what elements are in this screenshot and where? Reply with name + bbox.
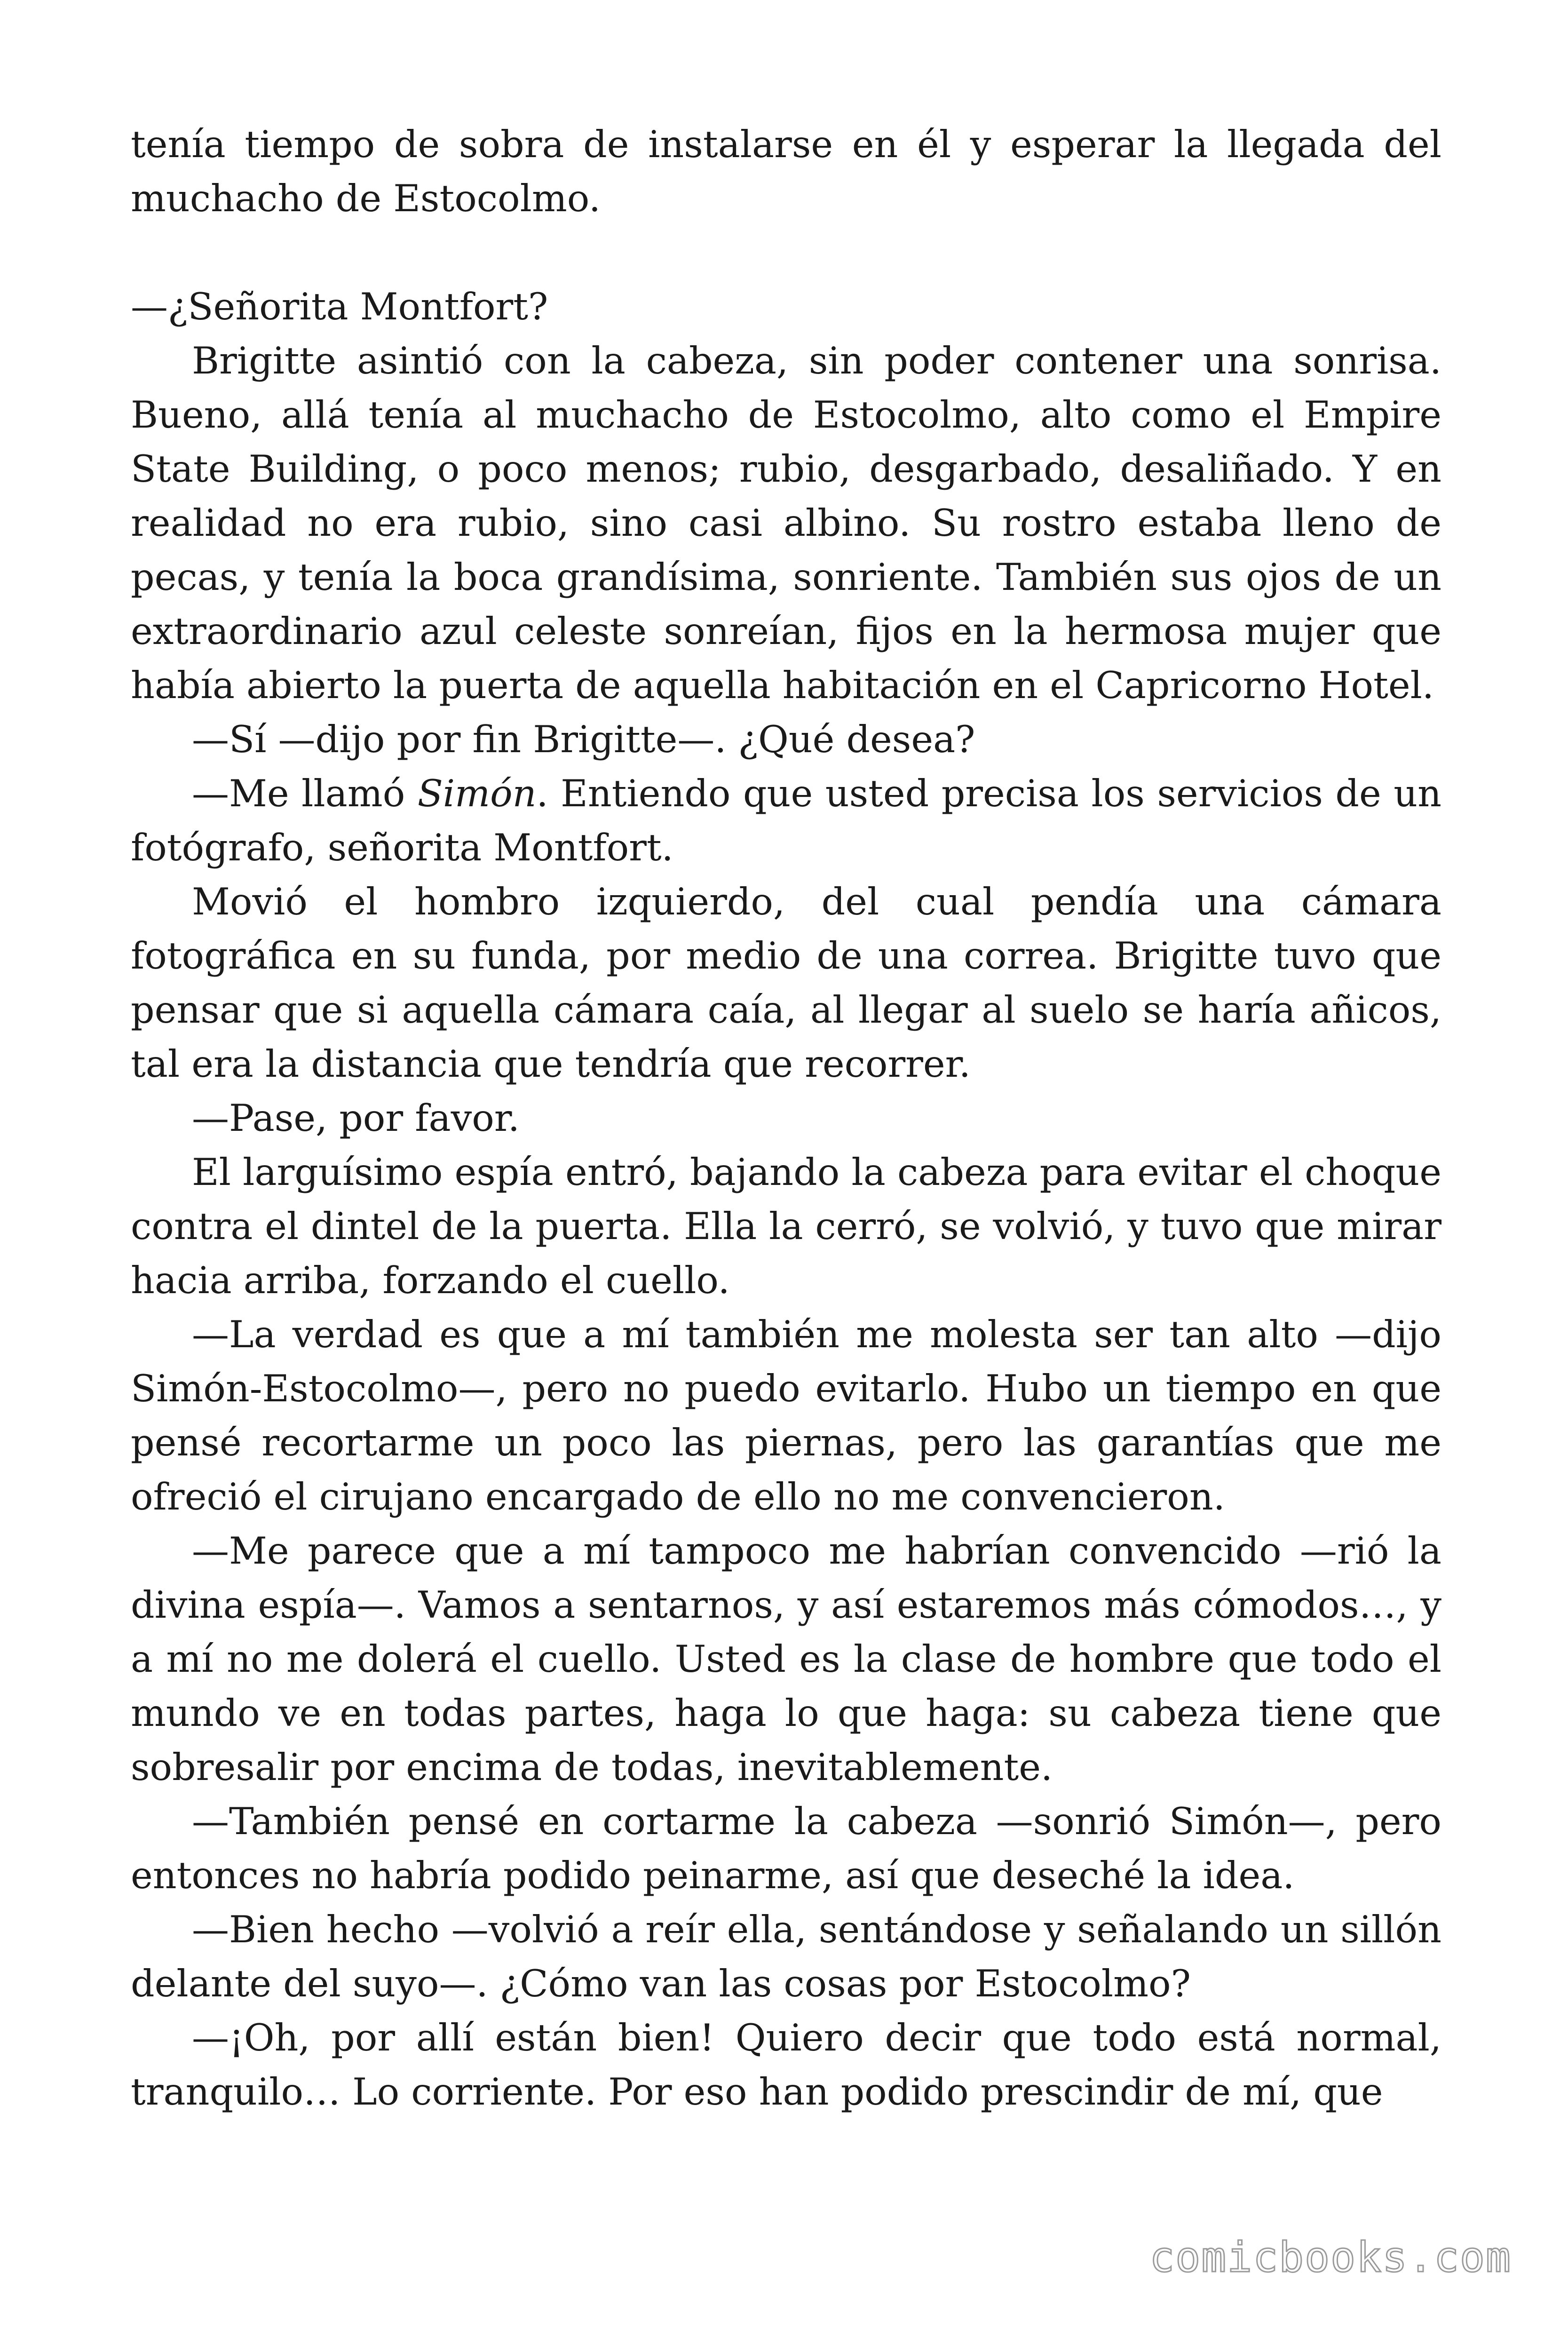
- paragraph-text: . Entiendo que usted precisa los servicios de un fotógrafo, señorita Montfort.: [131, 772, 1441, 869]
- paragraph-continuation: tenía tiempo de sobra de instalarse en él y esperar la llegada del muchacho de Estocolmo.: [131, 123, 1441, 220]
- paragraph-text: —Me llamó: [192, 772, 418, 815]
- paragraph-dialogue: —También pensé en cortarme la cabeza —sonrió Simón—, pero entonces no habría podido peinarme, así que deseché la idea.: [131, 1800, 1441, 1897]
- watermark-logo: comicbooks.com: [1149, 2233, 1512, 2281]
- paragraph: Movió el hombro izquierdo, del cual pendía una cámara fotográfica en su funda, por medio de una correa. Brigitte tuvo que pensar que si aquella cámara caía, al llegar al suelo se haría añicos, tal era la distancia que tendría que recorrer.: [131, 880, 1441, 1086]
- paragraph-dialogue: —Bien hecho —volvió a reír ella, sentándose y señalando un sillón delante del suyo—. ¿Cómo van las cosas por Estocolmo?: [131, 1908, 1441, 2005]
- body-text: [131, 118, 1441, 2119]
- paragraph-dialogue: —La verdad es que a mí también me molesta ser tan alto —dijo Simón-Estocolmo—, pero no puedo evitarlo. Hubo un tiempo en que pensé recortarme un poco las piernas, pero las garantías que me ofreció el cirujano encargado de ello no me convencieron.: [131, 1313, 1441, 1518]
- paragraph: El larguísimo espía entró, bajando la cabeza para evitar el choque contra el dintel de la puerta. Ella la cerró, se volvió, y tuvo que mirar hacia arriba, forzando el cuello.: [131, 1151, 1441, 1302]
- paragraph-dialogue: —Sí —dijo por fin Brigitte—. ¿Qué desea?: [192, 718, 975, 761]
- paragraph-dialogue: [131, 767, 1441, 875]
- paragraph-dialogue: —Me parece que a mí tampoco me habrían convencido —rió la divina espía—. Vamos a sentarnos, y así estaremos más cómodos…, y a mí no me dolerá el cuello. Usted es la clase de hombre que todo el mundo ve en todas partes, haga lo que haga: su cabeza tiene que sobresalir por encima de todas, inevitablemente.: [131, 1529, 1441, 1789]
- paragraph-dialogue: —Pase, por favor.: [192, 1097, 520, 1140]
- paragraph-dialogue: —¡Oh, por allí están bien! Quiero decir que todo está normal, tranquilo… Lo corriente. Por eso han podido prescindir de mí, que: [131, 2016, 1441, 2114]
- italic-name: Simón: [417, 772, 537, 815]
- paragraph-dialogue: —¿Señorita Montfort?: [131, 285, 548, 328]
- paragraph: Brigitte asintió con la cabeza, sin poder contener una sonrisa. Bueno, allá tenía al muchacho de Estocolmo, alto como el Empire State Building, o poco menos; rubio, desgarbado, desaliñado. Y en realidad no era rubio, sino casi albino. Su rostro estaba lleno de pecas, y tenía la boca grandísima, sonriente. También sus ojos de un extraordinario azul celeste sonreían, fijos en la hermosa mujer que había abierto la puerta de aquella habitación en el Capricorno Hotel.: [131, 339, 1441, 707]
